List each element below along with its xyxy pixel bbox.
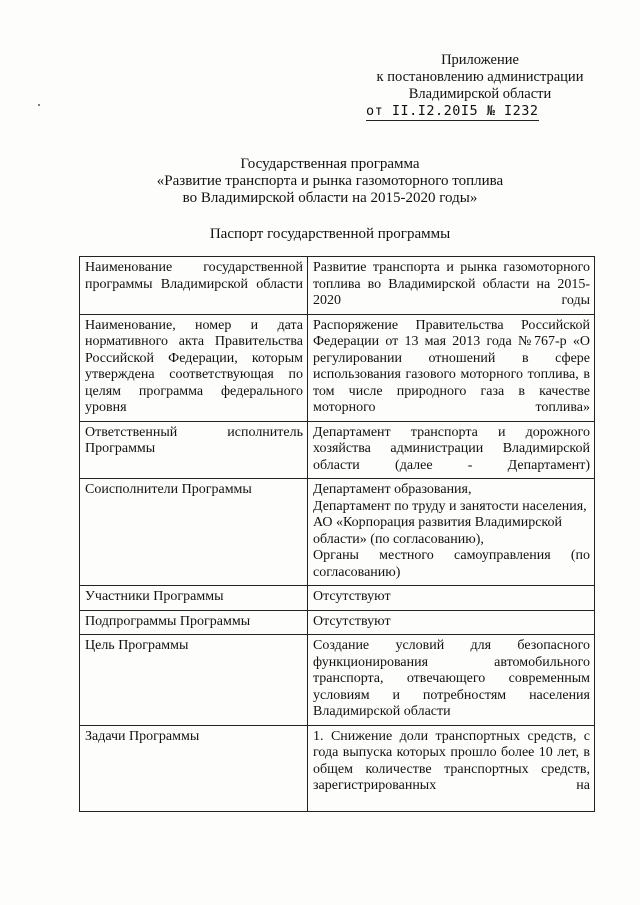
table-row bbox=[80, 725, 595, 811]
table-row bbox=[80, 610, 595, 635]
table-row bbox=[80, 479, 595, 586]
annex-block bbox=[360, 52, 600, 121]
table-row bbox=[80, 314, 595, 421]
row-value: Распоряжение Правительства Российской Федерации от 13 мая 2013 года №767-р «О регулировании отношений в сфере использования газового моторного топлива, в том числе природного газа в качестве моторного топлива» bbox=[308, 314, 595, 421]
co-executor-line: АО «Корпорация развития Владимирской области» (по согласованию), bbox=[313, 515, 562, 547]
passport-heading: Паспорт государственной программы bbox=[209, 226, 451, 242]
row-value: 1. Снижение доли транспортных средств, с года выпуска которых прошло более 10 лет, в общем количестве транспортных средств, зарегистрированных на bbox=[308, 725, 595, 811]
table-row bbox=[80, 635, 595, 726]
program-title-line-2: «Развитие транспорта и рынка газомоторного топлива bbox=[156, 173, 504, 189]
row-value: Отсутствуют bbox=[308, 586, 595, 611]
row-label: Ответственный исполнитель Программы bbox=[80, 421, 308, 479]
row-label: Соисполнители Программы bbox=[80, 479, 308, 586]
row-value: Создание условий для безопасного функционирования автомобильного транспорта, отвечающего современным условиям и потребностям населения Владимирской области bbox=[308, 635, 595, 726]
row-label: Участники Программы bbox=[80, 586, 308, 611]
program-title bbox=[80, 156, 580, 207]
resolution-date-number: от II.I2.20I5 № I232 bbox=[366, 103, 539, 119]
row-label: Наименование, номер и дата нормативного акта Правительства Российской Федерации, которым утверждена соответствующая по целям программа федерального уровня bbox=[80, 314, 308, 421]
program-title-line-1: Государственная программа bbox=[240, 156, 420, 172]
scan-speck bbox=[38, 104, 40, 106]
row-value: Отсутствуют bbox=[308, 610, 595, 635]
row-value: Развитие транспорта и рынка газомоторного топлива во Владимирской области на 2015-2020 годы bbox=[308, 257, 595, 315]
annex-line-3: Владимирской области bbox=[408, 86, 552, 102]
co-executor-line: Органы местного самоуправления (по согласованию) bbox=[313, 548, 590, 580]
program-title-line-3: во Владимирской области на 2015-2020 годы» bbox=[182, 190, 478, 206]
annex-line-2: к постановлению администрации bbox=[376, 69, 584, 85]
table-row bbox=[80, 257, 595, 315]
co-executor-line: Департамент по труду и занятости населения, bbox=[313, 498, 587, 514]
annex-number-line bbox=[360, 103, 600, 121]
row-label: Наименование государственной программы Владимирской области bbox=[80, 257, 308, 315]
table-row bbox=[80, 421, 595, 479]
passport-table bbox=[79, 256, 595, 812]
table-row bbox=[80, 586, 595, 611]
row-label: Цель Программы bbox=[80, 635, 308, 726]
row-value: Департамент транспорта и дорожного хозяйства администрации Владимирской области (далее - Департамент) bbox=[308, 421, 595, 479]
annex-line-1: Приложение bbox=[441, 52, 519, 68]
row-value-list bbox=[308, 479, 595, 586]
row-label: Задачи Программы bbox=[80, 725, 308, 811]
row-label: Подпрограммы Программы bbox=[80, 610, 308, 635]
co-executor-line: Департамент образования, bbox=[313, 482, 472, 497]
